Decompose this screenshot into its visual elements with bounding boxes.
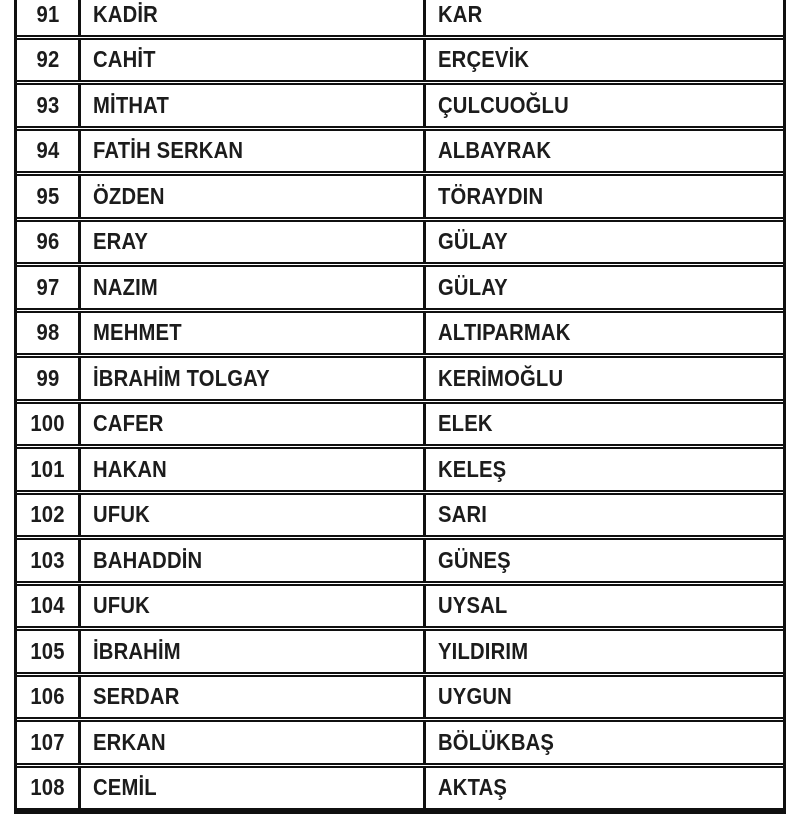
last-name: GÜLAY bbox=[438, 228, 508, 255]
last-name-cell bbox=[426, 131, 783, 172]
last-name-cell bbox=[426, 85, 783, 126]
table-row bbox=[17, 174, 783, 219]
row-number-cell bbox=[17, 40, 81, 81]
last-name-cell bbox=[426, 267, 783, 308]
last-name-cell bbox=[426, 677, 783, 718]
first-name-cell bbox=[81, 222, 426, 263]
table-row bbox=[17, 220, 783, 265]
first-name: UFUK bbox=[93, 501, 150, 528]
first-name-cell bbox=[81, 586, 426, 627]
row-number-cell bbox=[17, 449, 81, 490]
last-name-cell bbox=[426, 313, 783, 354]
row-number-cell bbox=[17, 495, 81, 536]
row-number-cell bbox=[17, 404, 81, 445]
first-name: CAFER bbox=[93, 410, 164, 437]
last-name-cell bbox=[426, 358, 783, 399]
row-number: 101 bbox=[30, 455, 65, 482]
first-name: UFUK bbox=[93, 592, 150, 619]
first-name: HAKAN bbox=[93, 455, 167, 482]
first-name-cell bbox=[81, 267, 426, 308]
last-name: KAR bbox=[438, 0, 483, 27]
row-number-cell bbox=[17, 677, 81, 718]
first-name: ERKAN bbox=[93, 728, 166, 755]
table-row bbox=[17, 83, 783, 128]
table-row bbox=[17, 402, 783, 447]
first-name-cell bbox=[81, 313, 426, 354]
last-name: UYGUN bbox=[438, 683, 512, 710]
table-row bbox=[17, 629, 783, 674]
row-number-cell bbox=[17, 586, 81, 627]
last-name-cell bbox=[426, 40, 783, 81]
row-number: 94 bbox=[36, 137, 59, 164]
row-number: 92 bbox=[36, 46, 59, 73]
table-row bbox=[17, 265, 783, 310]
table-row bbox=[17, 538, 783, 583]
table-row bbox=[17, 38, 783, 83]
table-row bbox=[17, 311, 783, 356]
last-name: GÜLAY bbox=[438, 273, 508, 300]
row-number-cell bbox=[17, 313, 81, 354]
row-number-cell bbox=[17, 631, 81, 672]
first-name-cell bbox=[81, 40, 426, 81]
first-name: MEHMET bbox=[93, 319, 182, 346]
first-name-cell bbox=[81, 404, 426, 445]
table-row bbox=[17, 356, 783, 401]
first-name-cell bbox=[81, 722, 426, 763]
first-name-cell bbox=[81, 631, 426, 672]
last-name: TÖRAYDIN bbox=[438, 182, 544, 209]
last-name-cell bbox=[426, 540, 783, 581]
first-name: İBRAHİM bbox=[93, 637, 181, 664]
first-name: ÖZDEN bbox=[93, 182, 165, 209]
last-name-cell bbox=[426, 176, 783, 217]
last-name-cell bbox=[426, 631, 783, 672]
table-row bbox=[17, 447, 783, 492]
row-number-cell bbox=[17, 85, 81, 126]
first-name-cell bbox=[81, 85, 426, 126]
last-name: ÇULCUOĞLU bbox=[438, 91, 569, 118]
last-name: BÖLÜKBAŞ bbox=[438, 728, 555, 755]
row-number: 106 bbox=[30, 683, 65, 710]
last-name: UYSAL bbox=[438, 592, 508, 619]
row-number-cell bbox=[17, 540, 81, 581]
table-row bbox=[17, 584, 783, 629]
row-number-cell bbox=[17, 358, 81, 399]
last-name-cell bbox=[426, 495, 783, 536]
first-name: İBRAHİM TOLGAY bbox=[93, 364, 270, 391]
last-name-cell bbox=[426, 449, 783, 490]
last-name: ALTIPARMAK bbox=[438, 319, 571, 346]
row-number: 100 bbox=[30, 410, 65, 437]
first-name: NAZIM bbox=[93, 273, 158, 300]
first-name-cell bbox=[81, 176, 426, 217]
row-number: 99 bbox=[36, 364, 59, 391]
first-name: ERAY bbox=[93, 228, 149, 255]
row-number: 103 bbox=[30, 546, 65, 573]
first-name: BAHADDİN bbox=[93, 546, 203, 573]
row-number: 95 bbox=[36, 182, 59, 209]
row-number: 105 bbox=[30, 637, 65, 664]
row-number-cell bbox=[17, 131, 81, 172]
table-row bbox=[17, 0, 783, 37]
first-name: FATİH SERKAN bbox=[93, 137, 244, 164]
row-number: 97 bbox=[36, 273, 59, 300]
table-row bbox=[17, 129, 783, 174]
row-number: 93 bbox=[36, 91, 59, 118]
first-name-cell bbox=[81, 768, 426, 809]
table-row bbox=[17, 493, 783, 538]
table-row bbox=[17, 675, 783, 720]
last-name: ERÇEVİK bbox=[438, 46, 530, 73]
row-number: 98 bbox=[36, 319, 59, 346]
names-table bbox=[14, 0, 786, 814]
last-name: ELEK bbox=[438, 410, 493, 437]
first-name-cell bbox=[81, 358, 426, 399]
row-number-cell bbox=[17, 222, 81, 263]
row-number: 107 bbox=[30, 728, 65, 755]
first-name: CEMİL bbox=[93, 774, 157, 801]
row-number-cell bbox=[17, 768, 81, 809]
table-row bbox=[17, 766, 783, 811]
last-name: SARI bbox=[438, 501, 488, 528]
first-name: KADİR bbox=[93, 0, 158, 27]
first-name: SERDAR bbox=[93, 683, 180, 710]
last-name-cell bbox=[426, 722, 783, 763]
first-name: MİTHAT bbox=[93, 91, 170, 118]
row-number: 104 bbox=[30, 592, 65, 619]
first-name-cell bbox=[81, 131, 426, 172]
first-name-cell bbox=[81, 495, 426, 536]
first-name-cell bbox=[81, 540, 426, 581]
last-name-cell bbox=[426, 0, 783, 35]
first-name: CAHİT bbox=[93, 46, 156, 73]
last-name-cell bbox=[426, 586, 783, 627]
last-name: ALBAYRAK bbox=[438, 137, 552, 164]
row-number-cell bbox=[17, 722, 81, 763]
row-number: 102 bbox=[30, 501, 65, 528]
last-name-cell bbox=[426, 768, 783, 809]
last-name: KELEŞ bbox=[438, 455, 507, 482]
row-number-cell bbox=[17, 176, 81, 217]
row-number-cell bbox=[17, 267, 81, 308]
first-name-cell bbox=[81, 0, 426, 35]
last-name: KERİMOĞLU bbox=[438, 364, 564, 391]
table-row bbox=[17, 720, 783, 765]
last-name: AKTAŞ bbox=[438, 774, 508, 801]
row-number: 96 bbox=[36, 228, 59, 255]
first-name-cell bbox=[81, 449, 426, 490]
last-name-cell bbox=[426, 222, 783, 263]
last-name: YILDIRIM bbox=[438, 637, 529, 664]
first-name-cell bbox=[81, 677, 426, 718]
last-name-cell bbox=[426, 404, 783, 445]
row-number: 91 bbox=[36, 0, 59, 27]
row-number: 108 bbox=[30, 774, 65, 801]
last-name: GÜNEŞ bbox=[438, 546, 511, 573]
row-number-cell bbox=[17, 0, 81, 35]
